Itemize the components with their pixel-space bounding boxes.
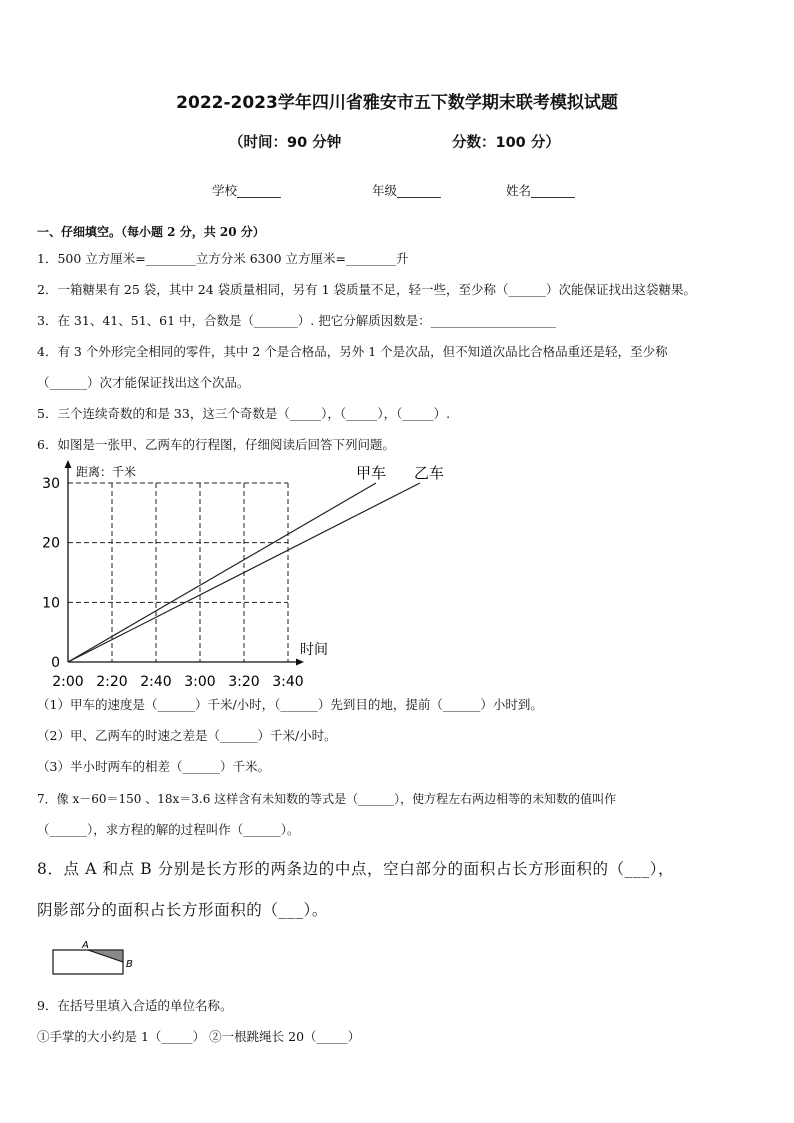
- grade-field: 年级_______: [372, 183, 441, 198]
- question-5: 5．三个连续奇数的和是 33，这三个奇数是（_____），（_____），（_____）.: [37, 406, 451, 421]
- chart-axes: [65, 460, 305, 666]
- y-tick-label: 10: [42, 595, 60, 612]
- exam-score: 分数：100 分）: [452, 135, 560, 151]
- series-labels: [356, 464, 444, 482]
- page-title: 2022-2023学年四川省雅安市五下数学期末联考模拟试题: [176, 93, 618, 113]
- y-axis-label: 距离：千米: [76, 465, 137, 479]
- question-7-line-2: （______），求方程的解的过程叫作（______）。: [37, 822, 300, 837]
- rectangle-figure: [48, 936, 144, 980]
- x-tick-label: 3:00: [184, 674, 216, 690]
- point-b-label: B: [126, 959, 133, 970]
- y-tick-label: 0: [51, 655, 60, 671]
- x-tick-label: 2:40: [140, 674, 172, 690]
- x-tick-label: 3:40: [272, 674, 304, 690]
- question-6-2: （2）甲、乙两车的时速之差是（______）千米/小时。: [37, 728, 337, 743]
- x-tick-label: 2:20: [96, 674, 128, 690]
- y-tick-label: 20: [42, 535, 60, 552]
- series-line-1: [68, 483, 376, 662]
- question-8-line-1: 8．点 A 和点 B 分别是长方形的两条边的中点，空白部分的面积占长方形面积的（___），: [37, 860, 675, 878]
- y-axis-arrow: [65, 460, 72, 468]
- question-9-items: ①手掌的大小约是 1（_____） ②一根跳绳长 20（_____）: [37, 1029, 361, 1044]
- travel-chart: [30, 458, 445, 694]
- question-6-3: （3）半小时两车的相差（______）千米。: [37, 759, 270, 774]
- x-tick-label: 3:20: [228, 674, 260, 690]
- question-1: 1．500 立方厘米=________立方分米 6300 立方厘米=________升: [37, 251, 409, 266]
- question-2: 2．一箱糖果有 25 袋，其中 24 袋质量相同，另有 1 袋质量不足，轻一些，至少称（______）次能保证找出这袋糖果。: [37, 282, 697, 297]
- question-8-line-2: 阴影部分的面积占长方形面积的（___）。: [37, 901, 329, 919]
- question-6-1: （1）甲车的速度是（______）千米/小时，（______）先到目的地，提前（______）小时到。: [37, 697, 543, 712]
- school-field: 学校_______: [212, 183, 281, 198]
- question-4-line-2: （______）次才能保证找出这个次品。: [37, 375, 250, 390]
- question-4-line-1: 4．有 3 个外形完全相同的零件，其中 2 个是合格品，另外 1 个是次品，但不知道次品比合格品重还是轻，至少称: [37, 344, 668, 359]
- question-3: 3．在 31、41、51、61 中，合数是（_______）. 把它分解质因数是：____________________: [37, 313, 556, 328]
- y-tick-labels: [42, 476, 60, 671]
- exam-time: （时间：90 分钟: [229, 135, 342, 151]
- section-heading: 一、仔细填空。（每小题 2 分，共 20 分）: [37, 225, 265, 239]
- x-axis-label: 时间: [300, 642, 328, 658]
- point-a-label: A: [82, 940, 89, 951]
- question-9: 9．在括号里填入合适的单位名称。: [37, 998, 233, 1013]
- question-6: 6．如图是一张甲、乙两车的行程图，仔细阅读后回答下列问题。: [37, 437, 395, 452]
- series-label-1: 甲车: [355, 464, 387, 482]
- chart-grid: [68, 483, 288, 662]
- y-tick-label: 30: [42, 476, 60, 492]
- series-label-2: 乙车: [413, 464, 445, 482]
- x-tick-labels: [52, 674, 303, 690]
- x-tick-label: 2:00: [52, 674, 84, 690]
- question-7-line-1: 7．像 x－60＝150 、18x＝3.6 这样含有未知数的等式是（______），使方程左右两边相等的未知数的值叫作: [37, 792, 617, 806]
- name-field: 姓名_______: [506, 183, 575, 198]
- x-axis-arrow: [296, 659, 304, 666]
